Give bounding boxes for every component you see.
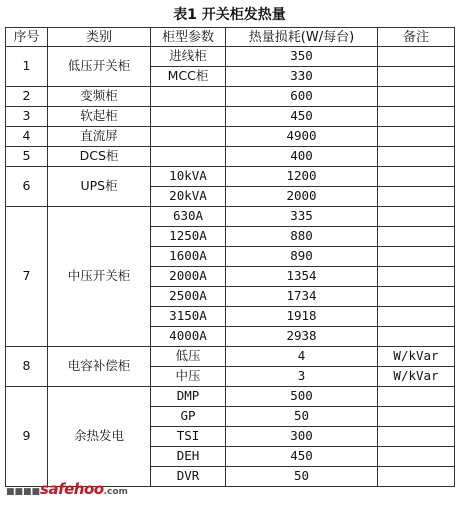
note-cell [378,87,455,107]
note-cell [378,427,455,447]
row-number-cell: 9 [6,387,48,487]
note-cell [378,267,455,287]
table-title: 表1 开关柜发热量 [173,7,286,23]
param-cell: 3150A [151,307,226,327]
category-cell: 直流屏 [48,127,151,147]
loss-cell: 880 [226,227,378,247]
row-number-cell: 2 [6,87,48,107]
heat-loss-table [5,27,455,487]
loss-cell: 50 [226,407,378,427]
param-cell: 1600A [151,247,226,267]
note-cell [378,207,455,227]
table-row [6,167,455,187]
param-cell: 630A [151,207,226,227]
param-cell: 低压 [151,347,226,367]
loss-cell: 500 [226,387,378,407]
category-cell: 低压开关柜 [48,47,151,87]
loss-cell: 2938 [226,327,378,347]
param-cell: GP [151,407,226,427]
loss-cell: 450 [226,447,378,467]
loss-cell: 450 [226,107,378,127]
loss-cell: 1734 [226,287,378,307]
note-cell [378,167,455,187]
row-number-cell: 7 [6,207,48,347]
loss-cell: 890 [226,247,378,267]
loss-cell: 4 [226,347,378,367]
category-cell: UPS柜 [48,167,151,207]
note-cell [378,187,455,207]
category-cell: 中压开关柜 [48,207,151,347]
note-cell [378,47,455,67]
loss-cell: 1918 [226,307,378,327]
loss-cell: 400 [226,147,378,167]
param-cell: TSI [151,427,226,447]
category-cell: DCS柜 [48,147,151,167]
param-cell: 10kVA [151,167,226,187]
table-row [6,207,455,227]
param-cell: 中压 [151,367,226,387]
header-cell-category: 类别 [48,28,151,47]
header-cell-no: 序号 [6,28,48,47]
param-cell: 2500A [151,287,226,307]
row-number-cell: 6 [6,167,48,207]
loss-cell: 1200 [226,167,378,187]
note-cell [378,147,455,167]
table-body [6,47,455,487]
table-row [6,87,455,107]
header-cell-param: 柜型参数 [151,28,226,47]
table-row [6,127,455,147]
param-cell [151,87,226,107]
category-cell: 软起柜 [48,107,151,127]
note-cell [378,247,455,267]
note-cell [378,467,455,487]
note-cell [378,127,455,147]
note-cell [378,387,455,407]
table-row [6,387,455,407]
header-cell-loss: 热量损耗(W/每台) [226,28,378,47]
row-number-cell: 5 [6,147,48,167]
param-cell: 2000A [151,267,226,287]
category-cell: 余热发电 [48,387,151,487]
param-cell [151,107,226,127]
loss-cell: 3 [226,367,378,387]
note-cell: W/kVar [378,367,455,387]
param-cell [151,127,226,147]
note-cell [378,67,455,87]
table-row [6,347,455,367]
loss-cell: 50 [226,467,378,487]
loss-cell: 2000 [226,187,378,207]
loss-cell: 350 [226,47,378,67]
note-cell [378,107,455,127]
param-cell: DVR [151,467,226,487]
note-cell: W/kVar [378,347,455,367]
watermark-suffix: .com [103,487,128,497]
note-cell [378,307,455,327]
row-number-cell: 3 [6,107,48,127]
param-cell: 进线柜 [151,47,226,67]
param-cell: 1250A [151,227,226,247]
table-row [6,107,455,127]
loss-cell: 1354 [226,267,378,287]
safehoo-watermark-logo [6,480,128,498]
loss-cell: 4900 [226,127,378,147]
note-cell [378,447,455,467]
param-cell: 4000A [151,327,226,347]
param-cell: DEH [151,447,226,467]
watermark-prefix: ■■■■ [6,487,41,497]
loss-cell: 330 [226,67,378,87]
param-cell: MCC柜 [151,67,226,87]
table-row [6,147,455,167]
loss-cell: 335 [226,207,378,227]
note-cell [378,407,455,427]
param-cell: DMP [151,387,226,407]
note-cell [378,227,455,247]
param-cell [151,147,226,167]
category-cell: 变频柜 [48,87,151,107]
row-number-cell: 1 [6,47,48,87]
param-cell: 20kVA [151,187,226,207]
note-cell [378,287,455,307]
loss-cell: 300 [226,427,378,447]
header-cell-note: 备注 [378,28,455,47]
watermark-brand: safehoo [40,480,104,498]
row-number-cell: 4 [6,127,48,147]
loss-cell: 600 [226,87,378,107]
table-row [6,47,455,67]
note-cell [378,327,455,347]
category-cell: 电容补偿柜 [48,347,151,387]
row-number-cell: 8 [6,347,48,387]
header-row [6,28,455,47]
